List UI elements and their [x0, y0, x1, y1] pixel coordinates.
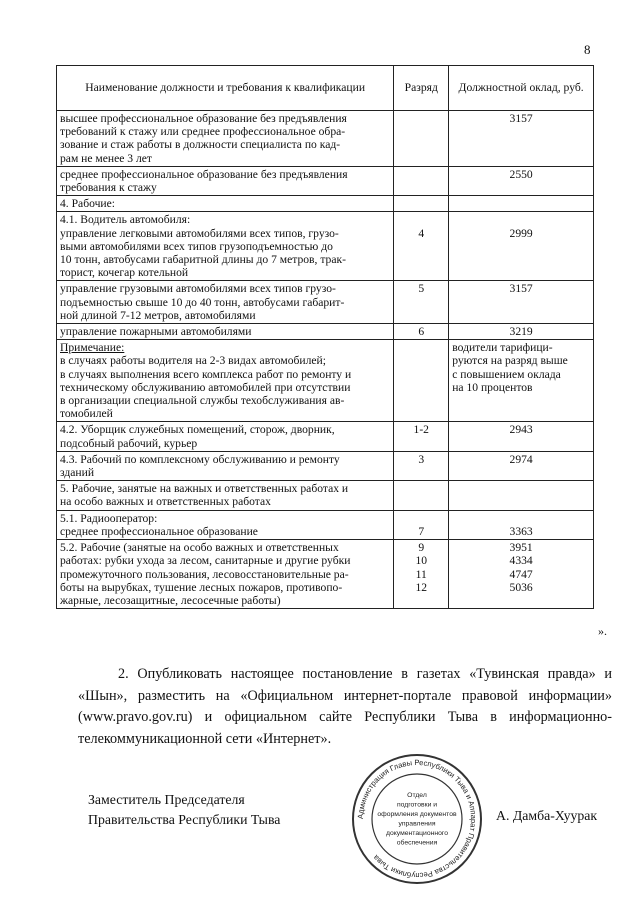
cell-line: подсобный рабочий, курьер [60, 436, 198, 450]
table-row [57, 510, 594, 539]
cell-line: управление грузовыми автомобилями всех типов грузо- [60, 282, 336, 296]
cell-line: руются на разряд выше [452, 354, 568, 368]
cell-line: 4334 [509, 554, 533, 568]
cell-line [397, 512, 445, 525]
cell-line: 3 [418, 452, 425, 466]
cell-line: ной длиной 7-12 метров, автомобилями [60, 308, 256, 322]
cell-line: 3363 [509, 524, 533, 538]
cell-line [452, 197, 590, 210]
grade-cell [394, 422, 449, 451]
grade-cell [394, 324, 449, 340]
cell-line: водители тарифици- [452, 341, 553, 355]
table-row [57, 196, 594, 212]
cell-line: в случаях работы водителя на 2-3 видах автомобилей; [60, 354, 326, 368]
cell-line: 4.2. Уборщик служебных помещений, сторож, дворник, [60, 423, 335, 437]
cell-line: 5 [418, 282, 425, 296]
position-cell [57, 540, 394, 609]
cell-line: требования к стажу [60, 181, 157, 195]
grade-cell [394, 281, 449, 324]
cell-line: 10 [415, 554, 428, 568]
table-body [57, 111, 594, 609]
cell-line: 2974 [509, 452, 533, 466]
cell-line: в организации специальной службы техобслуживания ав- [60, 394, 345, 408]
cell-line: требований к стажу или среднее профессиональное обра- [60, 125, 346, 139]
salary-cell [449, 166, 594, 195]
signatory-name: А. Дамба-Хуурак [496, 808, 598, 823]
cell-line: 5.2. Рабочие (занятые на особо важных и ответственных [60, 541, 339, 555]
table-header-row [57, 66, 594, 111]
column-header-grade: Разряд [394, 66, 449, 111]
cell-line: 2943 [509, 423, 533, 437]
stamp-center-line: Отдел [407, 792, 427, 799]
stamp-ring-text: Администрация Главы Республики Тыва и Аппарат Правительства Республики Тыва [355, 757, 479, 881]
cell-line: 2999 [509, 226, 533, 240]
salary-cell [449, 540, 594, 609]
cell-line: на 10 процентов [452, 380, 533, 394]
resolution-paragraph: 2. Опубликовать настоящее постановление в газетах «Тувинская правда» и «Шын», разместить на «Официальном интернет-портале правовой информации» (www.pravo.gov.ru) и официальном сайте Республики Тыва в информационно-телекоммуникационной сети «Интернет». [78, 666, 612, 747]
signatory-title-line-1: Заместитель Председателя [88, 792, 245, 807]
cell-line: подъемностью свыше 10 до 40 тонн, автобусами габарит- [60, 295, 345, 309]
stamp-center-line: обеспечения [396, 839, 438, 847]
cell-line [452, 482, 590, 495]
cell-line [452, 213, 590, 226]
cell-line: 6 [418, 325, 425, 339]
cell-line [397, 197, 445, 210]
cell-line [397, 112, 445, 125]
svg-text:Администрация Главы Республики [356, 758, 478, 880]
position-cell [57, 510, 394, 539]
cell-line: 4 [418, 226, 425, 240]
cell-line: работах: рубки ухода за лесом, санитарные и другие рубки [60, 554, 351, 568]
position-cell [57, 324, 394, 340]
column-header-position: Наименование должности и требования к квалификации [57, 66, 394, 111]
grade-cell [394, 111, 449, 167]
position-cell [57, 422, 394, 451]
cell-line: боты на вырубках, тушение лесных пожаров, противопо- [60, 580, 343, 594]
grade-cell [394, 510, 449, 539]
table-row [57, 422, 594, 451]
table-row [57, 111, 594, 167]
cell-line: 9 [418, 541, 425, 555]
cell-line: 3219 [509, 325, 533, 339]
salary-cell [449, 422, 594, 451]
table-row [57, 481, 594, 510]
salary-cell [449, 340, 594, 422]
cell-line: 1-2 [413, 423, 429, 437]
cell-line: среднее профессиональное образование [60, 524, 258, 538]
table-row [57, 281, 594, 324]
column-header-salary: Должностной оклад, руб. [449, 66, 594, 111]
cell-line: Примечание: [60, 341, 125, 355]
cell-line: 7 [418, 524, 425, 538]
salary-cell [449, 111, 594, 167]
cell-line: высшее профессиональное образование без предъявления [60, 112, 347, 125]
cell-line: 5. Рабочие, занятые на важных и ответственных работах и [60, 482, 349, 496]
salary-cell [449, 281, 594, 324]
table-row [57, 340, 594, 422]
cell-line: жарные, лесозащитные, лесосечные работы) [60, 593, 281, 607]
cell-line: выми автомобилями всех типов грузоподъемностью до [60, 239, 333, 253]
cell-line [397, 341, 445, 354]
cell-line: 3157 [509, 112, 533, 125]
grade-cell [394, 212, 449, 281]
cell-line: 5.1. Радиооператор: [60, 511, 158, 525]
grade-cell [394, 340, 449, 422]
cell-line: в случаях выполнения всего комплекса работ по ремонту и [60, 367, 352, 381]
position-cell [57, 340, 394, 422]
grade-cell [394, 451, 449, 480]
cell-line: 3157 [509, 282, 533, 296]
salary-cell [449, 481, 594, 510]
salary-cell [449, 324, 594, 340]
page-number: 8 [584, 42, 591, 57]
salary-cell [449, 510, 594, 539]
salary-cell [449, 212, 594, 281]
cell-line: торист, кочегар котельной [60, 266, 189, 280]
position-cell [57, 166, 394, 195]
grade-cell [394, 540, 449, 609]
signatory-title [88, 790, 280, 830]
table-row [57, 166, 594, 195]
grade-cell [394, 166, 449, 195]
cell-line: промежуточного пользования, лесовосстановительные ра- [60, 567, 349, 581]
position-cell [57, 212, 394, 281]
cell-line: 4. Рабочие: [60, 197, 115, 211]
cell-line [397, 482, 445, 495]
cell-line: 5036 [509, 580, 533, 594]
closing-quote: ». [598, 624, 607, 638]
position-cell [57, 111, 394, 167]
cell-line: зданий [60, 466, 95, 480]
cell-line [397, 168, 445, 181]
official-stamp-seal [350, 752, 484, 886]
stamp-center-line: оформления документов [377, 811, 457, 818]
stamp-center-line: подготовки и [396, 801, 438, 809]
signatory-title-line-2: Правительства Республики Тыва [88, 812, 281, 827]
cell-line: 4.3. Рабочий по комплексному обслуживанию и ремонту [60, 452, 340, 466]
cell-line: 2550 [509, 167, 533, 181]
cell-line: на особо важных и ответственных работах [60, 495, 271, 509]
cell-line: 4747 [509, 567, 533, 581]
position-cell [57, 481, 394, 510]
grade-cell [394, 481, 449, 510]
cell-line: управление пожарными автомобилями [60, 325, 252, 339]
cell-line: с повышением оклада [452, 367, 561, 381]
cell-line: 4.1. Водитель автомобиля: [60, 213, 191, 227]
stamp-center-text [377, 792, 457, 847]
cell-line [452, 512, 590, 525]
cell-line: рам не менее 3 лет [60, 151, 152, 165]
table-row [57, 212, 594, 281]
cell-line: управление легковыми автомобилями всех типов, грузо- [60, 226, 339, 240]
cell-line: техническому обслуживанию автомобилей при отсутствии [60, 380, 351, 394]
salary-table [56, 65, 594, 609]
stamp-center-line: управления [398, 820, 436, 828]
cell-line: 12 [415, 580, 428, 594]
stamp-center-line: документационного [385, 830, 449, 837]
table-row [57, 324, 594, 340]
cell-line [397, 213, 445, 226]
cell-line: томобилей [60, 407, 113, 421]
table-row [57, 540, 594, 609]
grade-cell [394, 196, 449, 212]
cell-line: 3951 [509, 541, 533, 555]
position-cell [57, 451, 394, 480]
cell-line: 10 тонн, автобусами габаритной длины до 7 метров, трак- [60, 253, 346, 267]
cell-line: 11 [415, 567, 427, 581]
position-cell [57, 281, 394, 324]
cell-line: среднее профессиональное образование без предъявления [60, 167, 348, 181]
cell-line: зование и стаж работы в должности специалиста по кад- [60, 138, 341, 152]
table-row [57, 451, 594, 480]
salary-cell [449, 451, 594, 480]
position-cell [57, 196, 394, 212]
salary-cell [449, 196, 594, 212]
